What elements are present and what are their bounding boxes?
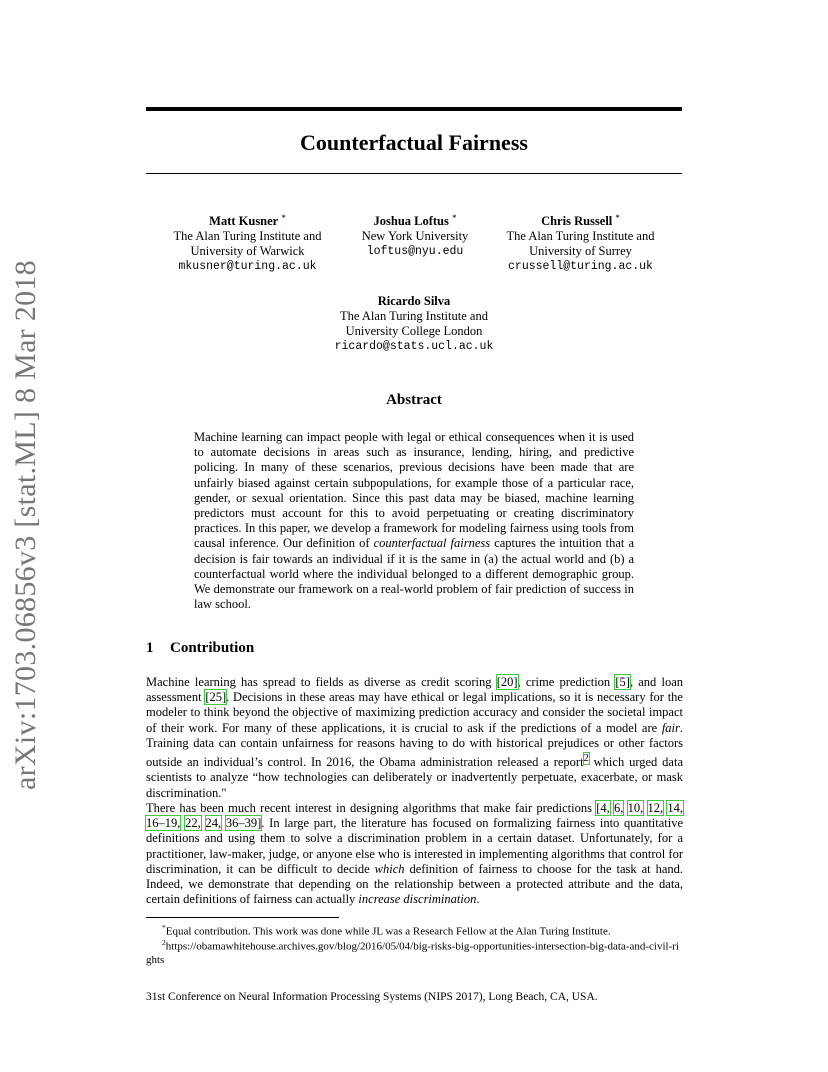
abstract-text: Machine learning can impact people with legal or ethical consequences when it is used to automate decisions in areas such as insurance, lending, hiring, and predictive policing. In many of these scenarios, previous decisions have been made that are unfairly biased against certain subpopulations, for example those of a particular race, gender, or sexual orientation. Since this past data may be biased, machine learning predictors must account for this to avoid perpetuating or creating discriminatory practices. In this paper, we develop a framework for modeling fairness using tools from causal inference. Our definition of counterfactual fairness captures the intuition that a decision is fair towards an individual if it is the same in (a) the actual world and (b) a counterfactual world where the individual belonged to a different demographic group. We demonstrate our framework on a real-world problem of fair prediction of success in law school. [194,430,634,612]
author-block [493,211,668,274]
section-title: Contribution [170,640,255,656]
emphasis: increase discrimination [358,892,477,907]
author-affiliation: University College London [345,324,483,338]
footnote-mark: * [162,923,166,932]
author-name: Ricardo Silva [377,294,451,308]
footnote: *Equal contribution. This work was done while JL was a Research Fellow at the Alan Turing Institute. [162,923,611,938]
footnote-rule [146,917,339,918]
paper-title: Counterfactual Fairness [300,130,528,155]
emphasis: which [374,861,405,876]
citation-link[interactable]: [4, [596,801,610,815]
citation-link[interactable]: 36–39] [225,816,262,831]
section-heading [146,640,254,657]
author-affiliation: The Alan Turing Institute and [173,229,322,243]
arxiv-sidebar [0,260,52,790]
emphasis: fair [661,720,680,735]
author-block [345,211,485,259]
citation-link[interactable]: [5] [615,675,630,689]
equal-contribution-mark: * [452,213,457,223]
author-email[interactable]: ricardo@stats.ucl.ac.uk [334,340,494,353]
abstract-heading: Abstract [386,392,442,408]
author-affiliation: University of Surrey [529,244,632,258]
footnote-link[interactable]: 2 [583,753,589,765]
author-affiliation: New York University [361,229,469,243]
citation-link[interactable]: [20] [496,675,518,689]
footnote-mark: 2 [162,938,166,947]
emphasis: counterfactual fairness [373,536,491,551]
citation-link[interactable]: 24, [205,816,222,831]
citation-link[interactable]: 16–19, [146,816,181,831]
body-paragraph: Machine learning has spread to fields as diverse as credit scoring [20], crime prediction [5], and loan assessment [25]. Decisions in these areas may have ethical or legal implications, so it is necessary for the modeler to think beyond the objective of maximizing prediction accuracy and consider the societal impact of their work. For many of these applications, it is crucial to ask if the predictions of a model are fair. Training data can contain unfairness for reasons having to do with historical prejudices or other factors outside an individual’s control. In 2016, the Obama administration released a report$^2$ which urged data scientists to analyze “how technologies can deliberately or inadvertently perpetuate, exacerbate, or mask discrimination." [146,675,684,800]
citation-link[interactable]: 14, [667,801,684,815]
footnote-url[interactable]: https://obamawhitehouse.archives.gov/blog/2016/05/04/big-risks-big-opportunities-intersection-big-data-and-civil-rights [146,940,679,967]
body-paragraph: There has been much recent interest in designing algorithms that make fair predictions [4, 6, 10, 12, 14, 16–19, 22, 24, 36–39]. In large part, the literature has focused on formalizing fairness into quantitative definitions and using them to solve a discrimination problem in a certain dataset. Unfortunately, for a practitioner, law-maker, judge, or anyone else who is interested in implementing algorithms that control for discrimination, it can be difficult to decide which definition of fairness to choose for the task at hand. Indeed, we demonstrate that depending on the relationship between a protected attribute and the data, certain definitions of fairness can actually increase discrimination. [146,801,684,907]
author-email[interactable]: loftus@nyu.edu [366,245,464,258]
title-rule-top [146,107,682,111]
author-block [314,294,514,354]
author-name: Chris Russell [541,214,613,228]
citation-link[interactable]: 12, [647,801,664,815]
citation-link[interactable]: 22, [185,816,201,831]
title-rule-bottom [146,173,682,174]
author-affiliation: The Alan Turing Institute and [340,309,488,323]
citation-link[interactable]: [25] [205,690,227,705]
author-affiliation: The Alan Turing Institute and [506,229,655,243]
author-email[interactable]: mkusner@turing.ac.uk [178,260,317,273]
author-name: Matt Kusner [209,214,279,228]
footnote [146,936,683,968]
author-name: Joshua Loftus [373,214,449,228]
citation-link[interactable]: 6, [614,801,624,815]
author-block [160,211,335,274]
citation-link[interactable]: 10, [627,801,644,815]
conference-footer: 31st Conference on Neural Information Processing Systems (NIPS 2017), Long Beach, CA, USA. [146,991,598,1003]
arxiv-identifier: arXiv:1703.06856v3 [stat.ML] 8 Mar 2018 [9,260,42,790]
section-number: 1 [146,640,154,656]
author-email[interactable]: crussell@turing.ac.uk [508,260,653,273]
equal-contribution-mark: * [281,213,286,223]
author-affiliation: University of Warwick [190,244,305,258]
equal-contribution-mark: * [615,213,620,223]
